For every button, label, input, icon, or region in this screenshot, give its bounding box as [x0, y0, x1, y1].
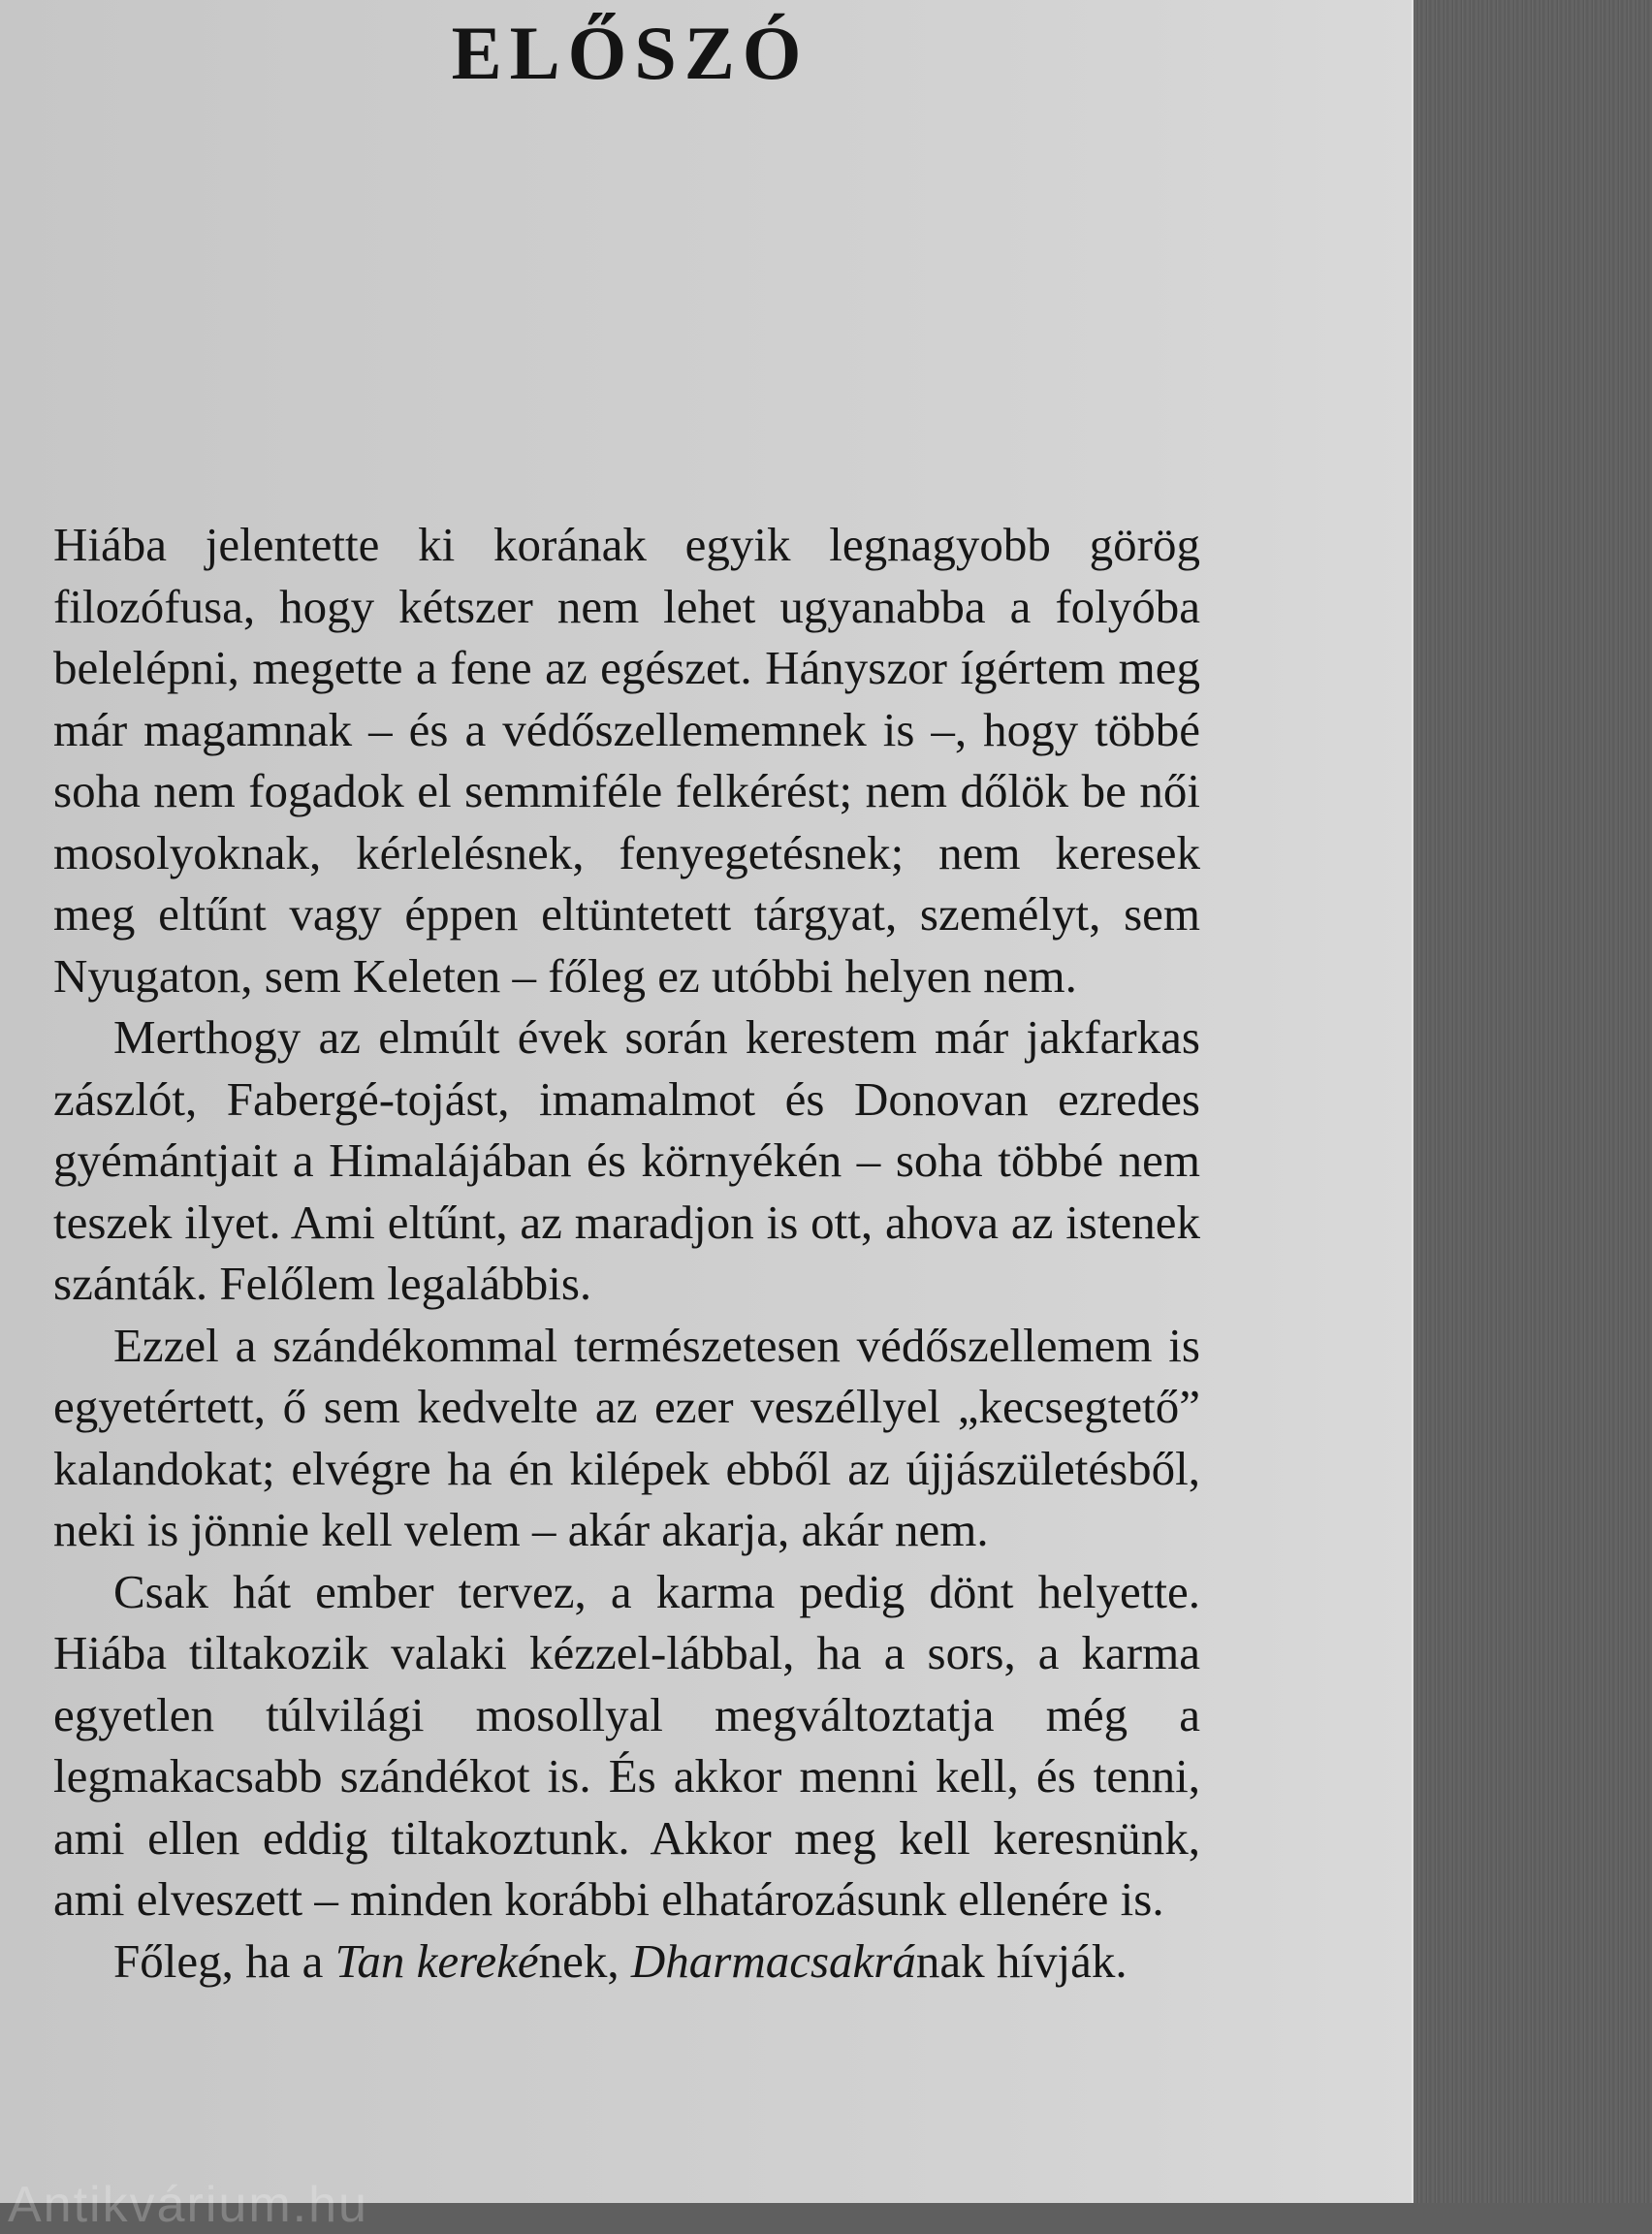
paragraph-5-italic-b: Dharmacsakrá [630, 1933, 916, 1988]
body-text [53, 514, 1200, 1992]
paragraph-5 [53, 1931, 1200, 1993]
paragraph-5-text-b: nek, [538, 1933, 631, 1988]
paragraph-5-text-c: nak hívják. [915, 1933, 1128, 1988]
paragraph-5-text-a: Főleg, ha a [113, 1933, 335, 1988]
paragraph-2: Merthogy az elmúlt évek során kerestem már jakfarkas zászlót, Fabergé-tojást, imamalmot és Donovan ezredes gyémántjait a Himalájában és környékén – soha többé nem teszek ilyet. Ami eltűnt, az maradjon is ott, ahova az istenek szánták. Felőlem legalábbis. [53, 1010, 1200, 1310]
paragraph-3: Ezzel a szándékommal természetesen védőszellemem is egyetértett, ő sem kedvelte az ezer veszéllyel „kecsegtető” kalandokat; elvégre ha én kilépek ebből az újjászületésből, neki is jönnie kell velem – akár akarja, akár nem. [53, 1318, 1200, 1556]
watermark: Antikvárium.hu [8, 2177, 368, 2233]
page-title: ELŐSZÓ [451, 11, 810, 95]
background-surface [1410, 0, 1652, 2203]
paragraph-1: Hiába jelentette ki korának egyik legnagyobb görög filozófusa, hogy kétszer nem lehet ugyanabba a folyóba belelépni, megette a fene az egészet. Hányszor ígértem meg már magamnak – és a védőszellememnek is –, hogy többé soha nem fogadok el semmiféle felkérést; nem dőlök be női mosolyoknak, kérlelésnek, fenyegetésnek; nem keresek meg eltűnt vagy éppen eltüntetett tárgyat, személyt, sem Nyugaton, sem Keleten – főleg ez utóbbi helyen nem. [53, 518, 1200, 1003]
paragraph-4: Csak hát ember tervez, a karma pedig dönt helyette. Hiába tiltakozik valaki kézzel-lábbal, ha a sors, a karma egyetlen túlvilági mosollyal megváltoztatja még a legmakacsabb szándékot is. És akkor menni kell, és tenni, ami ellen eddig tiltakoztunk. Akkor meg kell keresnünk, ami elveszett – minden korábbi elhatározásunk ellenére is. [53, 1564, 1200, 1926]
paragraph-5-italic-a: Tan kereké [334, 1933, 539, 1988]
